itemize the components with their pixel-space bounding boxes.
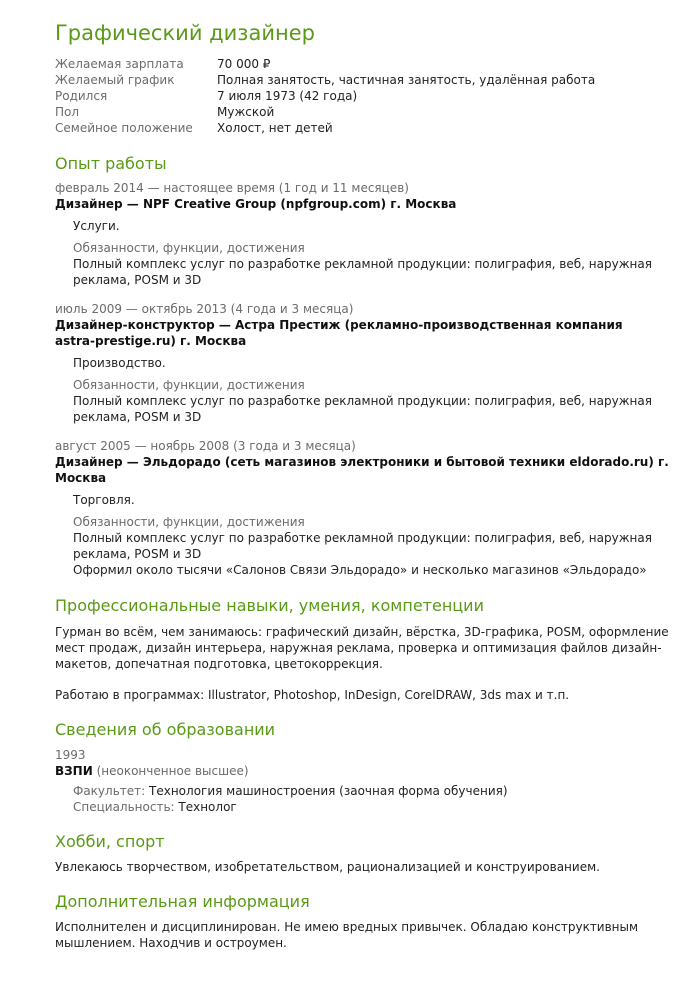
info-value-gender: Мужской [217, 105, 275, 119]
education-specialty-value: Технолог [178, 800, 237, 814]
skills-heading: Профессиональные навыки, умения, компетенции [55, 596, 484, 615]
job-title-continued: Москва [55, 471, 107, 485]
education-specialty [73, 799, 237, 815]
page-title: Графический дизайнер [55, 21, 315, 45]
education-school: ВЗПИ [55, 764, 93, 778]
hobby-heading: Хобби, спорт [55, 832, 165, 851]
job-industry: Производство. [73, 356, 166, 370]
info-label-salary: Желаемая зарплата [55, 57, 184, 71]
education-faculty-label: Факультет: [73, 784, 146, 798]
job-duty-line: Полный комплекс услуг по разработке рекламной продукции: полиграфия, веб, наружная [73, 394, 652, 408]
job-period: июль 2009 — октябрь 2013 (4 года и 3 месяца) [55, 302, 354, 316]
job-duty-line: реклама, POSM и 3D [73, 547, 202, 561]
job-duty-line: Полный комплекс услуг по разработке рекламной продукции: полиграфия, веб, наружная [73, 257, 652, 271]
job-title: Дизайнер — NPF Creative Group (npfgroup.com) г. Москва [55, 197, 457, 211]
job-duties-label: Обязанности, функции, достижения [73, 515, 305, 529]
info-value-birth: 7 июля 1973 (42 года) [217, 89, 358, 103]
info-label-gender: Пол [55, 105, 80, 119]
info-label-family: Семейное положение [55, 121, 193, 135]
info-label-birth: Родился [55, 89, 108, 103]
additional-line: Исполнителен и дисциплинирован. Не имею вредных привычек. Обладаю конструктивным [55, 920, 639, 934]
job-period: февраль 2014 — настоящее время (1 год и 11 месяцев) [55, 181, 409, 195]
job-industry: Торговля. [73, 493, 135, 507]
additional-line: мышлением. Находчив и остроумен. [55, 936, 287, 950]
education-faculty [73, 783, 508, 799]
skills-line: макетов, допечатная подготовка, цветокоррекция. [55, 657, 383, 671]
skills-programs: Работаю в программах: Illustrator, Photoshop, InDesign, CorelDRAW, 3ds max и т.п. [55, 688, 570, 702]
skills-line: Гурман во всём, чем занимаюсь: графический дизайн, вёрстка, 3D-графика, POSM, оформление [55, 625, 669, 639]
job-duty-line: Полный комплекс услуг по разработке рекламной продукции: полиграфия, веб, наружная [73, 531, 652, 545]
education-heading: Сведения об образовании [55, 720, 276, 739]
job-duty-line: Оформил около тысячи «Салонов Связи Эльдорадо» и несколько магазинов «Эльдорадо» [73, 563, 647, 577]
info-label-schedule: Желаемый график [55, 73, 175, 87]
info-value-family: Холост, нет детей [217, 121, 333, 135]
job-title: Дизайнер-конструктор — Астра Престиж (рекламно-производственная компания [55, 318, 623, 332]
education-institution [55, 763, 249, 779]
hobby-text: Увлекаюсь творчеством, изобретательством, рационализацией и конструированием. [55, 860, 600, 874]
job-period: август 2005 — ноябрь 2008 (3 года и 3 месяца) [55, 439, 356, 453]
info-value-salary: 70 000 ₽ [217, 57, 271, 71]
experience-heading: Опыт работы [55, 154, 167, 173]
job-duties-label: Обязанности, функции, достижения [73, 241, 305, 255]
info-value-schedule: Полная занятость, частичная занятость, удалённая работа [217, 73, 596, 87]
skills-line: мест продаж, дизайн интерьера, наружная реклама, проверка и оптимизация файлов дизайн- [55, 641, 662, 655]
education-year: 1993 [55, 748, 86, 762]
education-specialty-label: Специальность: [73, 800, 175, 814]
job-duty-line: реклама, POSM и 3D [73, 273, 202, 287]
additional-heading: Дополнительная информация [55, 892, 310, 911]
job-title-continued: astra-prestige.ru) г. Москва [55, 334, 247, 348]
job-industry: Услуги. [73, 219, 120, 233]
job-duty-line: реклама, POSM и 3D [73, 410, 202, 424]
job-duties-label: Обязанности, функции, достижения [73, 378, 305, 392]
job-title: Дизайнер — Эльдорадо (сеть магазинов электроники и бытовой техники eldorado.ru) г. [55, 455, 669, 469]
education-faculty-value: Технология машиностроения (заочная форма обучения) [149, 784, 508, 798]
education-level: (неоконченное высшее) [96, 764, 249, 778]
